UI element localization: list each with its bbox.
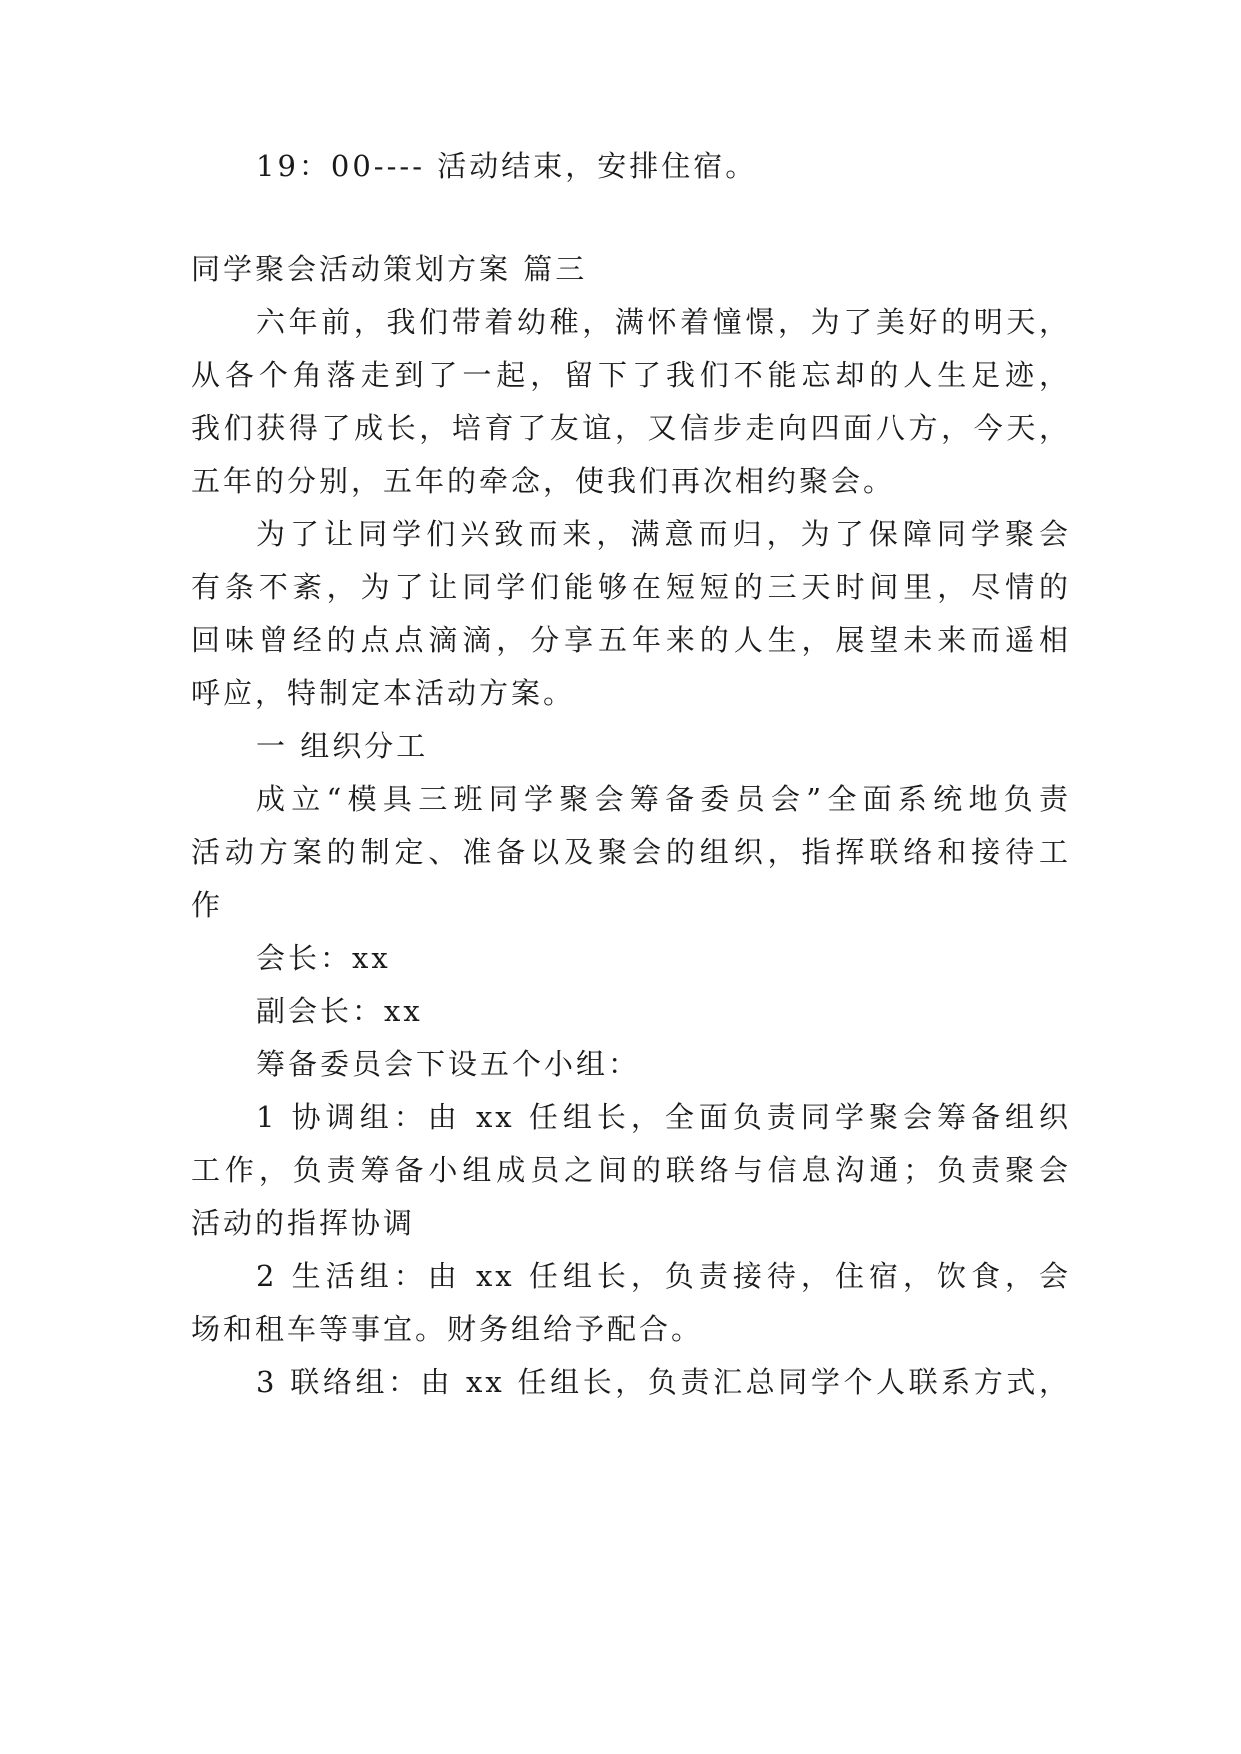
paragraph-line: 从各个角落走到了一起，留下了我们不能忘却的人生足迹， — [191, 358, 1071, 392]
paragraph-line: 呼应，特制定本活动方案。 — [191, 676, 576, 710]
paragraph-line: 活动方案的制定、准备以及聚会的组织，指挥联络和接待工 — [191, 835, 1071, 869]
schedule-line: 19：00---- 活动结束，安排住宿。 — [256, 149, 758, 183]
paragraph-line: 有条不紊，为了让同学们能够在短短的三天时间里，尽情的 — [191, 570, 1071, 604]
paragraph-line: 为了让同学们兴致而来，满意而归，为了保障同学聚会 — [256, 517, 1071, 551]
section-title: 同学聚会活动策划方案 篇三 — [191, 252, 588, 286]
vice-president-line: 副会长：xx — [256, 994, 423, 1028]
paragraph-line: 五年的分别，五年的牵念，使我们再次相约聚会。 — [191, 464, 896, 498]
list-item-coordination: 1 协调组：由 xx 任组长，全面负责同学聚会筹备组织 — [256, 1100, 1071, 1134]
paragraph-line: 回味曾经的点点滴滴，分享五年来的人生，展望未来而遥相 — [191, 623, 1071, 657]
paragraph-line: 工作，负责筹备小组成员之间的联络与信息沟通；负责聚会 — [191, 1153, 1071, 1187]
paragraph-line: 成立“模具三班同学聚会筹备委员会”全面系统地负责 — [256, 782, 1071, 816]
paragraph-line: 六年前，我们带着幼稚，满怀着憧憬，为了美好的明天， — [256, 305, 1071, 339]
paragraph-line: 活动的指挥协调 — [191, 1206, 416, 1240]
paragraph-line: 作 — [191, 888, 224, 922]
president-line: 会长：xx — [256, 941, 391, 975]
paragraph-line: 场和租车等事宜。财务组给予配合。 — [191, 1312, 704, 1346]
subsection-heading: 一 组织分工 — [256, 729, 429, 763]
paragraph-line: 我们获得了成长，培育了友谊，又信步走向四面八方，今天， — [191, 411, 1071, 445]
list-item-living: 2 生活组：由 xx 任组长，负责接待，住宿，饮食，会 — [256, 1259, 1071, 1293]
list-item-liaison: 3 联络组：由 xx 任组长，负责汇总同学个人联系方式， — [256, 1365, 1071, 1399]
groups-intro-line: 筹备委员会下设五个小组： — [256, 1047, 641, 1081]
